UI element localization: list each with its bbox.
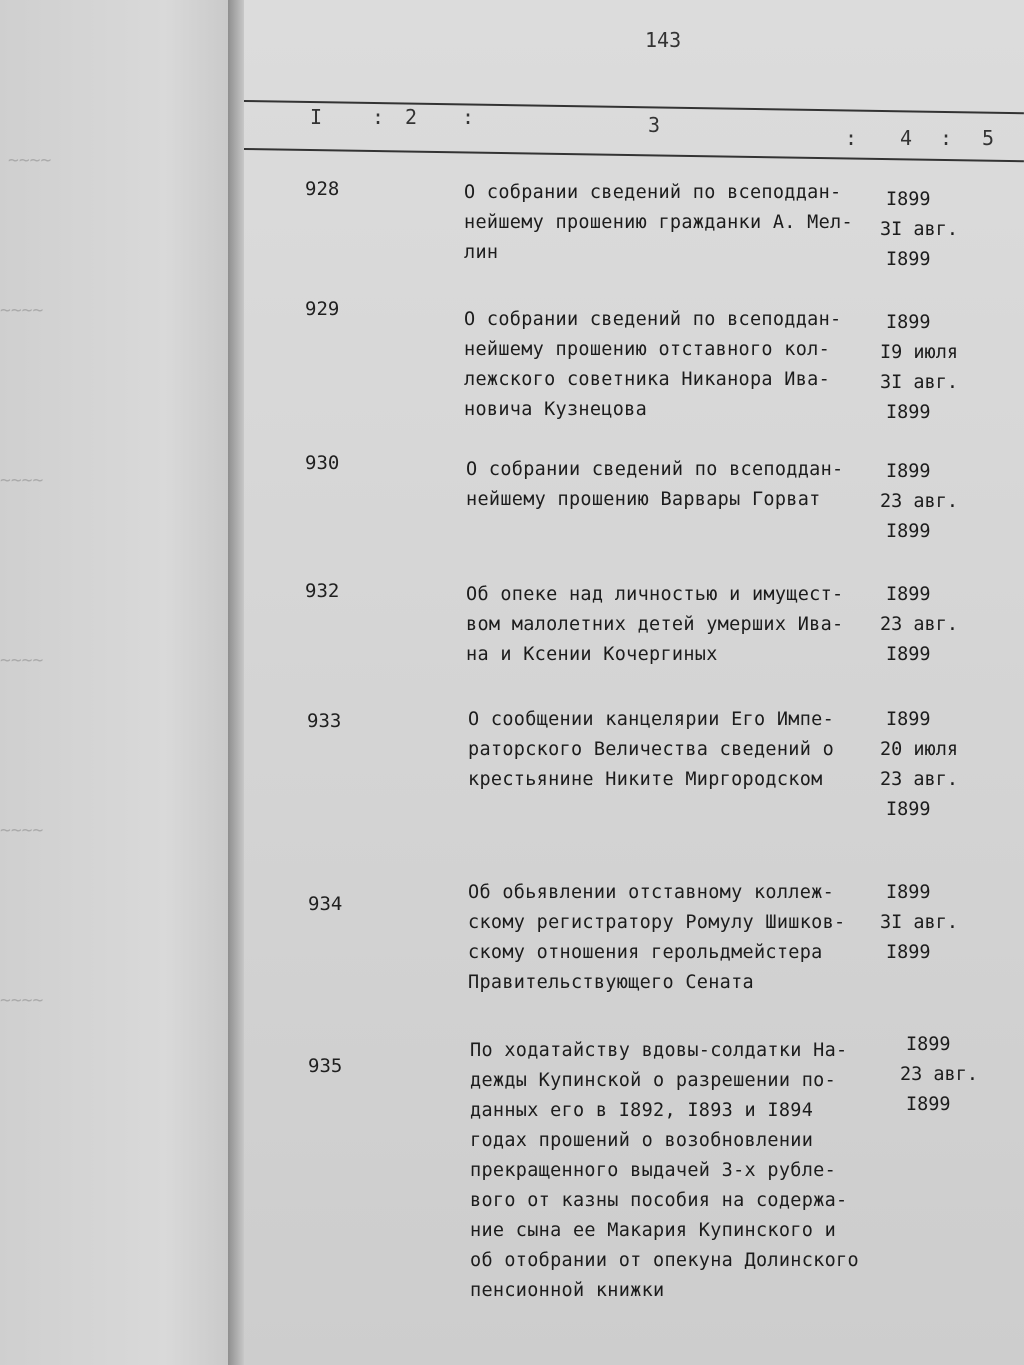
entry-number: 933 [307, 710, 342, 732]
entry-date-line: I899 [886, 249, 931, 270]
entry-date-line: I899 [906, 1034, 951, 1055]
entry-number: 930 [305, 452, 340, 474]
column-separator: : [462, 105, 475, 129]
entry-description-line: лин [464, 242, 499, 263]
entry-description-line: Об обьявлении отставному коллеж- [468, 882, 835, 903]
entry-date-line: 3I авг. [880, 912, 958, 933]
entry-date-line: 3I авг. [880, 219, 958, 240]
column-separator: : [940, 126, 953, 150]
entry-number: 934 [308, 893, 343, 915]
entry-date-line: I899 [886, 461, 931, 482]
entry-date-line: I899 [886, 799, 931, 820]
entry-date-line: I899 [886, 882, 931, 903]
entry-description-line: крестьянине Никите Миргородском [468, 769, 823, 790]
column-header-5: 5 [982, 126, 995, 150]
entry-date-line: I899 [886, 942, 931, 963]
column-header-3: 3 [648, 113, 661, 137]
entry-description-line: нейшему прошению Варвары Горват [466, 489, 821, 510]
page-number: 143 [645, 28, 682, 52]
entry-description-line: вом малолетних детей умерших Ива- [466, 614, 844, 635]
entry-description-line: данных его в I892, I893 и I894 [470, 1100, 814, 1121]
bleed-through-text: ~~~~ [0, 820, 44, 841]
entry-number: 929 [305, 298, 340, 320]
entry-description-line: годах прошений о возобновлении [470, 1130, 814, 1151]
entry-dates [880, 878, 958, 968]
entry-dates [880, 457, 958, 547]
entry-date-line: I899 [886, 312, 931, 333]
entry-description [470, 1036, 900, 1306]
entry-description [466, 580, 896, 670]
entry-description-line: По ходатайству вдовы-солдатки На- [470, 1040, 848, 1061]
entry-dates [880, 705, 958, 825]
entry-date-line: I899 [886, 521, 931, 542]
entry-description [464, 305, 894, 425]
column-separator: : [372, 105, 385, 129]
entry-date-line: I899 [886, 189, 931, 210]
entry-number: 928 [305, 178, 340, 200]
entry-date-line: I899 [886, 709, 931, 730]
entry-description-line: О сообщении канцелярии Его Импе- [468, 709, 835, 730]
entry-description [464, 178, 894, 268]
entry-description [468, 705, 898, 795]
entry-description-line: на и Ксении Кочергиных [466, 644, 718, 665]
entry-dates [900, 1030, 978, 1120]
entry-dates [880, 185, 958, 275]
entry-dates [880, 580, 958, 670]
bleed-through-text: ~~~~ [0, 300, 44, 321]
entry-description-line: вого от казны пособия на содержа- [470, 1190, 848, 1211]
entry-date-line: 3I авг. [880, 372, 958, 393]
facing-page [0, 0, 236, 1365]
entry-description-line: нейшему прошению отставного кол- [464, 339, 831, 360]
entry-description-line: лежского советника Никанора Ива- [464, 369, 831, 390]
entry-date-line: I9 июля [880, 342, 958, 363]
entry-description-line: нейшему прошению гражданки А. Мел- [464, 212, 853, 233]
entry-description [468, 878, 898, 998]
entry-date-line: I899 [886, 584, 931, 605]
entry-dates [880, 308, 958, 428]
entry-date-line: I899 [886, 644, 931, 665]
bleed-through-text: ~~~~ [8, 150, 52, 171]
column-header-4: 4 [900, 126, 913, 150]
entry-number: 932 [305, 580, 340, 602]
entry-description-line: новича Кузнецова [464, 399, 648, 420]
entry-description-line: скому регистратору Ромулу Шишков- [468, 912, 846, 933]
entry-description-line: О собрании сведений по всеподдан- [464, 309, 842, 330]
entry-description-line: О собрании сведений по всеподдан- [464, 182, 842, 203]
entry-description-line: пенсионной книжки [470, 1280, 665, 1301]
entry-date-line: 23 авг. [880, 614, 958, 635]
entry-date-line: 20 июля [880, 739, 958, 760]
entry-date-line: 23 авг. [880, 491, 958, 512]
entry-description-line: скому отношения герольдмейстера [468, 942, 823, 963]
entry-number: 935 [308, 1055, 343, 1077]
entry-description-line: О собрании сведений по всеподдан- [466, 459, 844, 480]
entry-description-line: об отобрании от опекуна Долинского [470, 1250, 859, 1271]
entry-description-line: прекращенного выдачей 3-х рубле- [470, 1160, 837, 1181]
entry-date-line: 23 авг. [900, 1064, 978, 1085]
entry-description-line: Правительствующего Сената [468, 972, 754, 993]
entry-description-line: дежды Купинской о разрешении по- [470, 1070, 837, 1091]
column-separator: : [845, 126, 858, 150]
entry-date-line: I899 [886, 402, 931, 423]
entry-description-line: ние сына ее Макария Купинского и [470, 1220, 837, 1241]
column-header-1: I [310, 105, 323, 129]
entry-description-line: раторского Величества сведений о [468, 739, 835, 760]
column-header-2: 2 [405, 105, 418, 129]
bleed-through-text: ~~~~ [0, 650, 44, 671]
entry-date-line: I899 [906, 1094, 951, 1115]
entry-description-line: Об опеке над личностью и имущест- [466, 584, 844, 605]
entry-description [466, 455, 896, 515]
bleed-through-text: ~~~~ [0, 470, 44, 491]
bleed-through-text: ~~~~ [0, 990, 44, 1011]
entry-date-line: 23 авг. [880, 769, 958, 790]
